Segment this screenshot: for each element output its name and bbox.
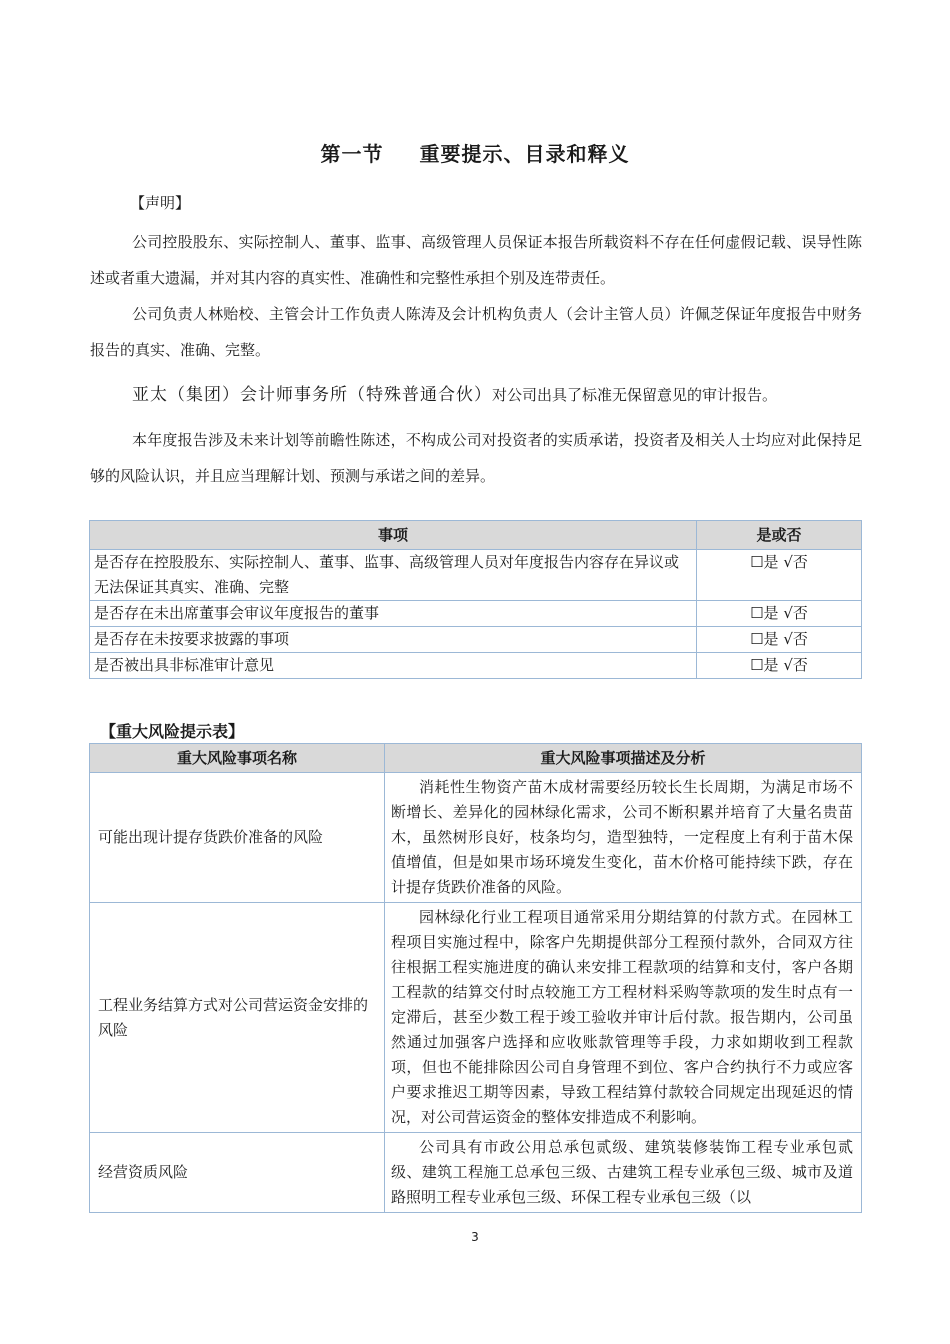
matters-table	[89, 520, 862, 679]
audit-opinion-paragraph	[90, 377, 862, 413]
audit-firm-name: 亚太（集团）会计师事务所（特殊普通合伙）	[132, 385, 492, 405]
matters-header-answer: 是或否	[697, 521, 862, 550]
table-header-row	[90, 744, 862, 773]
table-row	[90, 903, 862, 1133]
risk-name: 经营资质风险	[90, 1133, 385, 1213]
section-number: 第一节	[320, 142, 384, 166]
table-row	[90, 653, 862, 679]
audit-opinion-text: 对公司出具了标准无保留意见的审计报告。	[492, 386, 778, 404]
matter-answer: ☐是 √否	[697, 550, 862, 601]
risk-description: 园林绿化行业工程项目通常采用分期结算的付款方式。在园林工程项目实施过程中，除客户先期提供部分工程预付款外，合同双方往往根据工程实施进度的确认来安排工程款项的结算和支付，客户各期工程款的结算交付时点较施工方工程材料采购等款项的发生时点有一定滞后，甚至少数工程于竣工验收并审计后付款。报告期内，公司虽然通过加强客户选择和应收账款管理等手段，力求如期收到工程款项，但也不能排除因公司自身管理不到位、客户合约执行不力或应客户要求推迟工期等因素，导致工程结算付款较合同规定出现延迟的情况，对公司营运资金的整体安排造成不利影响。	[385, 903, 862, 1133]
matter-item: 是否被出具非标准审计意见	[90, 653, 697, 679]
risk-table-heading: 【重大风险提示表】	[100, 722, 245, 741]
risk-header-desc: 重大风险事项描述及分析	[385, 744, 862, 773]
risk-table	[89, 743, 862, 1213]
matter-item: 是否存在未出席董事会审议年度报告的董事	[90, 601, 697, 627]
risk-description: 公司具有市政公用总承包贰级、建筑装修装饰工程专业承包贰级、建筑工程施工总承包三级、古建筑工程专业承包三级、城市及道路照明工程专业承包三级、环保工程专业承包三级（以	[385, 1133, 862, 1213]
table-row	[90, 550, 862, 601]
risk-name: 工程业务结算方式对公司营运资金安排的风险	[90, 903, 385, 1133]
risk-header-name: 重大风险事项名称	[90, 744, 385, 773]
section-heading: 重要提示、目录和释义	[419, 142, 630, 166]
matter-item: 是否存在控股股东、实际控制人、董事、监事、高级管理人员对年度报告内容存在异议或无法保证其真实、准确、完整	[90, 550, 697, 601]
matter-answer: ☐是 √否	[697, 601, 862, 627]
statement-paragraph-2: 公司负责人林贻校、主管会计工作负责人陈涛及会计机构负责人（会计主管人员）许佩芝保证年度报告中财务报告的真实、准确、完整。	[90, 305, 862, 359]
table-row	[90, 1133, 862, 1213]
risk-name: 可能出现计提存货跌价准备的风险	[90, 773, 385, 903]
section-title	[0, 138, 950, 167]
matter-item: 是否存在未按要求披露的事项	[90, 627, 697, 653]
table-row	[90, 601, 862, 627]
matters-header-item: 事项	[90, 521, 697, 550]
page-number: 3	[471, 1230, 479, 1244]
table-row	[90, 773, 862, 903]
risk-description: 消耗性生物资产苗木成材需要经历较长生长周期，为满足市场不断增长、差异化的园林绿化需求，公司不断积累并培育了大量名贵苗木，虽然树形良好，枝条均匀，造型独特，一定程度上有利于苗木保值增值，但是如果市场环境发生变化，苗木价格可能持续下跌，存在计提存货跌价准备的风险。	[385, 773, 862, 903]
table-row	[90, 627, 862, 653]
matter-answer: ☐是 √否	[697, 653, 862, 679]
matter-answer: ☐是 √否	[697, 627, 862, 653]
statement-label: 【声明】	[130, 194, 191, 212]
forward-looking-paragraph: 本年度报告涉及未来计划等前瞻性陈述，不构成公司对投资者的实质承诺，投资者及相关人士均应对此保持足够的风险认识，并且应当理解计划、预测与承诺之间的差异。	[90, 431, 862, 485]
table-header-row	[90, 521, 862, 550]
statement-paragraph-1: 公司控股股东、实际控制人、董事、监事、高级管理人员保证本报告所载资料不存在任何虚假记载、误导性陈述或者重大遗漏，并对其内容的真实性、准确性和完整性承担个别及连带责任。	[90, 233, 862, 287]
